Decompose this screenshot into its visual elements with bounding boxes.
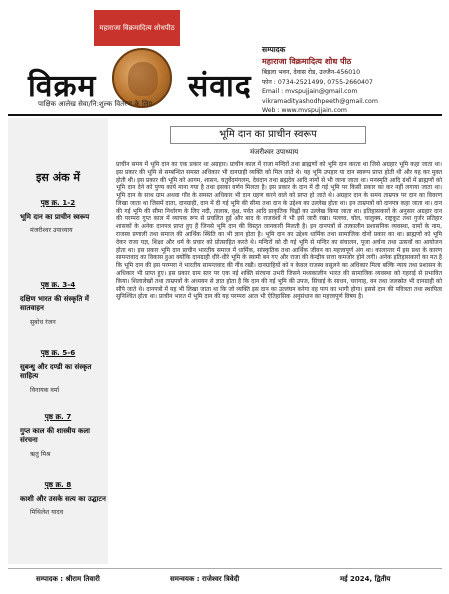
contents-author: सुबोध रंजन [30, 318, 56, 326]
contents-title: गुप्त काल की शास्त्रीय कला संरचना [20, 427, 90, 445]
footer-editor: सम्पादक : श्रीराम तिवारी [36, 575, 100, 583]
coin-emblem-icon [112, 48, 172, 108]
contents-page: पृष्ठ क्र. 5-6 [40, 348, 76, 357]
masthead-title-right: संवाद [188, 69, 252, 104]
article-title: भूमि दान का प्राचीन स्वरूप [170, 126, 366, 144]
contents-page: पृष्ठ क्र. 7 [44, 412, 72, 421]
contents-item[interactable] [8, 412, 108, 458]
contents-title: काशी और उसके सत्य का उद्घाटन [20, 495, 106, 503]
masthead-divider [8, 114, 442, 116]
footer-issue: मई 2024, द्वितीय [340, 575, 391, 583]
contents-item[interactable] [8, 480, 108, 516]
logo-text: महाराजा विक्रमादित्य शोधपीठ [99, 23, 175, 32]
masthead-tagline: पाक्षिक आलेख सेवा/नि:शुल्क वितरण के लिए [38, 100, 153, 108]
contents-page: पृष्ठ क्र. 1-2 [40, 198, 76, 207]
article-body: प्राचीन समय में भूमि दान का एक प्रकार था अग्रहार। प्राचीन काल में राजा मन्दिरों तथा ब्राह्मणों को भूमि दान करता था जिसे अग्रहार भूमि कहा जाता था। इस प्रकार की भूमि से सम्बन्धित समस्त अधिकार भी दानग्राही व्यक्ति को मिल जाते थे। यह भूमि उपहार या दान स्वरूप प्राप्त होती थी और यह कर मुक्त होती थी। इस प्रकार की भूमि को आगम, शासन, चतुर्वेदमंगलम, देवदान तथा ब्रह्मदेय आदि नामों से भी जाना जाता था। मनस्मृति आदि ग्रंथों में ब्राह्मणों को भूमि दान देने को पुण्य कार्य माना गया है तथा इसका वर्णन मिलता है। इस प्रकार के दान में दी गई भूमि पर किसी प्रकार का कर नहीं लगाया जाता था। भूमि दान के साथ ग्राम अथवा गाँव के समस्त अधिकार भी दान ग्रहण करने वाले को प्राप्त हो जाते थे। अग्रहार दान के समय ताम्रपत्र पर दान का विवरण लिखा जाता था जिसमें दाता, दानग्राही, दान में दी गई भूमि की सीमा तथा दान के उद्देश्य का उल्लेख होता था। इन ताम्रपत्रों को दानपत्र कहा जाता था। दान की गई भूमि की सीमा निर्धारण के लिए नदी, तालाब, वृक्ष, पर्वत आदि प्राकृतिक चिह्नों का उल्लेख किया जाता था। इतिहासकारों के अनुसार अग्रहार दान की परम्परा गुप्त काल में व्यापक रूप से प्रचलित हुई और बाद के राजवंशों ने भी इसे जारी रखा। पल्लव, चोल, चालुक्य, राष्ट्रकूट तथा गुर्जर प्रतिहार शासकों के अनेक दानपत्र प्राप्त हुए हैं जिनसे भूमि दान की विस्तृत जानकारी मिलती है। इन दानपत्रों से तत्कालीन प्रशासनिक व्यवस्था, ग्रामों के नाम, राजस्व प्रणाली तथा समाज की आर्थिक स्थिति का भी ज्ञान होता है। भूमि दान का उद्देश्य धार्मिक तथा सामाजिक दोनों प्रकार का था। ब्राह्मणों को भूमि देकर राजा यज्ञ, शिक्षा और धर्म के प्रचार को प्रोत्साहित करते थे। मन्दिरों को दी गई भूमि से मन्दिर का संचालन, पूजा अर्चना तथा उत्सवों का आयोजन होता था। इस प्रकार भूमि दान प्राचीन भारतीय समाज में धार्मिक, सांस्कृतिक तथा आर्थिक जीवन का महत्त्वपूर्ण अंग था। कालान्तर में इस प्रथा के कारण सामन्तवाद का विकास हुआ क्योंकि दानग्राही धीरे-धीरे भूमि के स्वामी बन गए और राजा की केन्द्रीय सत्ता कमजोर होने लगी। अनेक इतिहासकारों का मत है कि भूमि दान की इस परम्परा ने भारतीय सामन्तवाद की नींव रखी। दानग्राहियों को न केवल राजस्व वसूलने का अधिकार मिला बल्कि न्याय तथा प्रशासन के अधिकार भी प्राप्त हुए। इस प्रकार ग्राम स्तर पर एक नई शक्ति संरचना उभरी जिसने मध्यकालीन भारत की सामाजिक व्यवस्था को गहराई से प्रभावित किया। शिलालेखों तथा ताम्रपत्रों के अध्ययन से ज्ञात होता है कि दान की गई भूमि की उपज, सिंचाई के साधन, चरागाह, वन तथा जलस्रोत भी दानग्राही को सौंपे जाते थे। दानपत्रों में यह भी लिखा जाता था कि जो व्यक्ति इस दान का उल्लंघन करेगा वह पाप का भागी होगा। इससे दान की पवित्रता तथा स्थायित्व सुनिश्चित होता था। प्राचीन भारत में भूमि दान की यह परम्परा आज भी ऐतिहासिक अनुसंधान का महत्त्वपूर्ण विषय है। [116, 161, 442, 301]
footer-coordinator: समन्वयक : राजेश्वर त्रिवेदी [170, 575, 240, 583]
contact-org: महाराजा विक्रमादित्य शोध पीठ [262, 56, 352, 66]
contents-author: विनायक वर्मा [30, 386, 60, 394]
contact-address: बिड़ला भवन, देवास रोड, उज्जैन-456010 [262, 69, 361, 77]
masthead-title-left: विक्रम [28, 69, 97, 104]
contents-author: ऋतु मिश्र [30, 450, 51, 458]
contents-item[interactable] [8, 198, 108, 234]
contact-email[interactable]: Email : mvspujjain@gmail.com [262, 88, 358, 96]
contents-page: पृष्ठ क्र. 3-4 [40, 280, 76, 289]
logo-badge [94, 10, 180, 46]
contact-label: सम्पादक [262, 45, 286, 54]
contents-title: दक्षिण भारत की संस्कृति में सातवाहन [20, 295, 89, 313]
footer [8, 568, 442, 585]
contents-heading: इस अंक में [36, 171, 80, 184]
contents-title: सुबन्धु और दण्डी का संस्कृत साहित्य [20, 363, 92, 381]
article-author: मंजरीश्वर उपाध्याय [250, 148, 299, 156]
contact-block [262, 44, 444, 116]
contents-author: मंजरीश्वर उपाध्याय [30, 227, 73, 235]
contact-email2[interactable]: vikramadityashodhpeeth@gmail.com [262, 97, 378, 105]
contact-phone: फोन : 0734-2521499, 0755-2660407 [262, 78, 373, 86]
contents-title: भूमि दान का प्राचीन स्वरूप [20, 213, 90, 221]
contents-item[interactable] [8, 280, 108, 326]
contents-page: पृष्ठ क्र. 8 [44, 480, 72, 489]
contents-item[interactable] [8, 348, 108, 394]
contents-author: मिथिलेश यादव [30, 509, 64, 517]
contact-web[interactable]: Web : www.mvspujjain.com [262, 107, 347, 115]
